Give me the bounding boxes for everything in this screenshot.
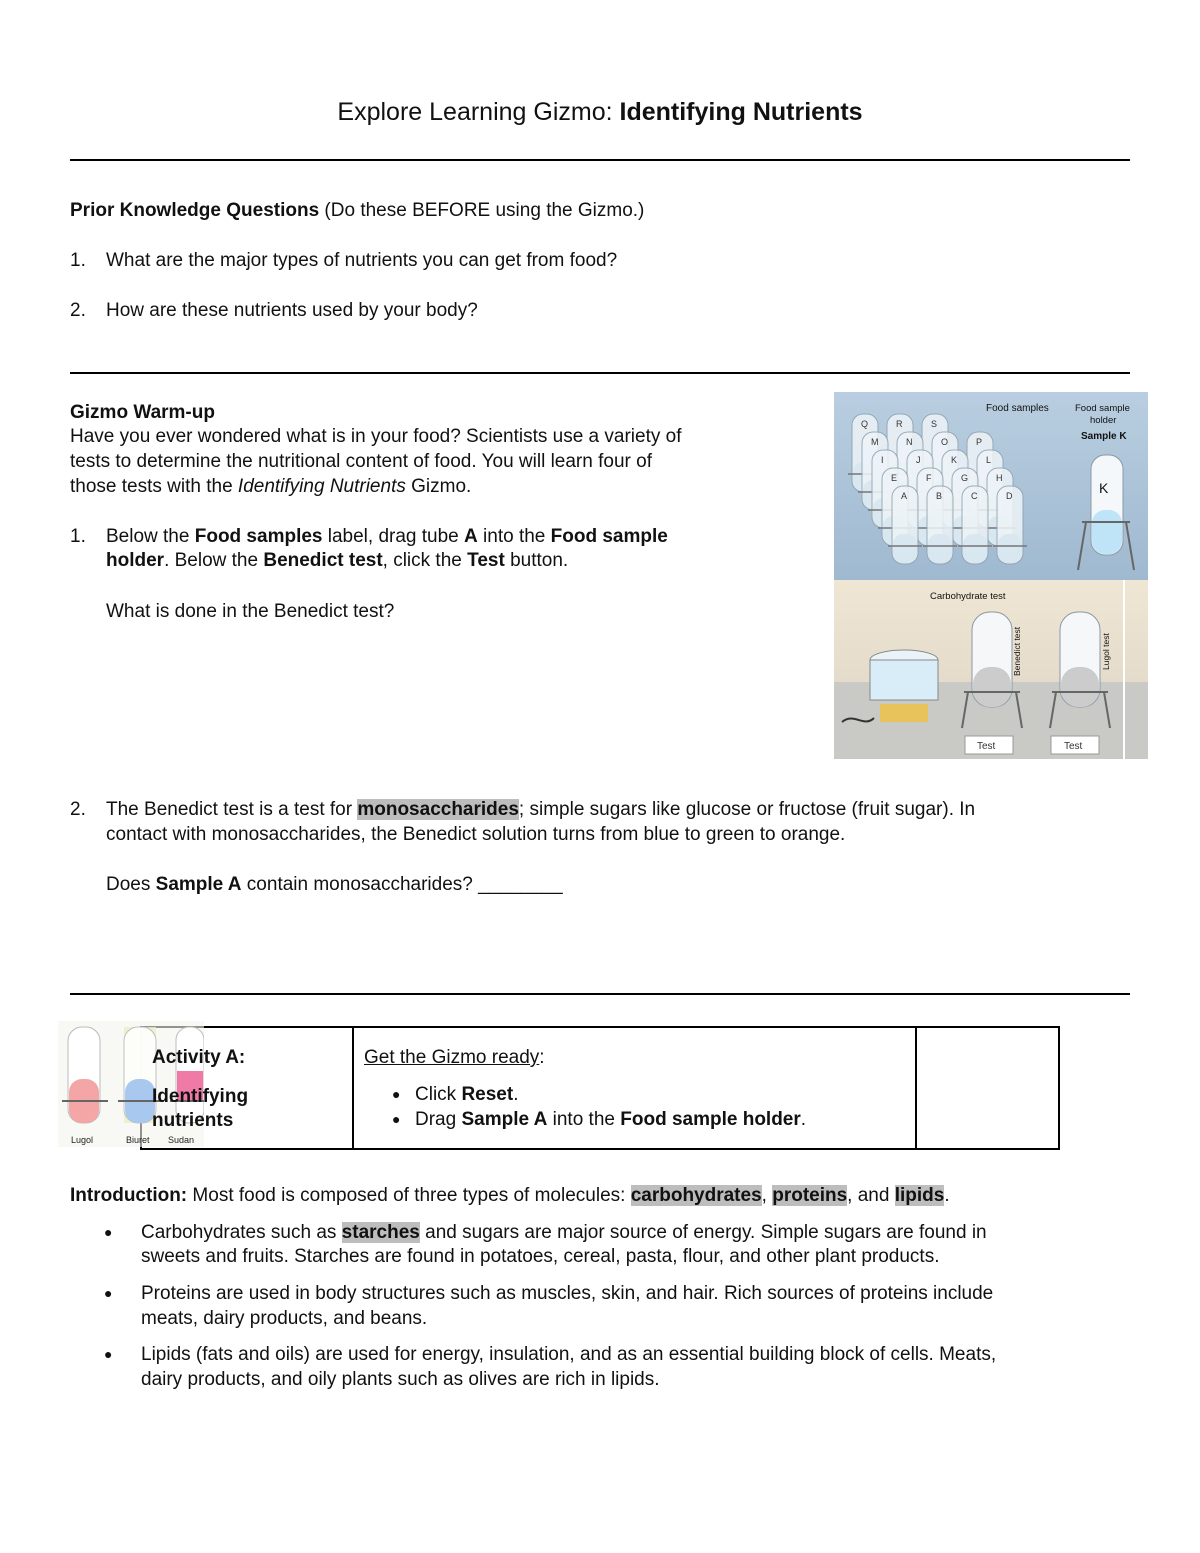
tube-letter: C [971,491,978,501]
activity-step-1 [392,1082,518,1107]
sample-liquid [998,534,1022,563]
bold: Benedict test [263,550,383,571]
text: into the [547,1109,621,1130]
intro-bullet-1 [141,1220,987,1245]
tube-letter: H [996,473,1003,483]
text: contain monosaccharides? ________ [241,874,563,895]
text: Drag [415,1109,462,1130]
text: . [513,1084,519,1105]
warmup-intro-2: tests to determine the nutritional content of food. You will learn four of [70,451,652,472]
warmup-q1-question: What is done in the Benedict test? [106,601,395,622]
gizmo-screenshot [834,392,1148,759]
benedict-vertical-label: Benedict test [1012,626,1022,676]
tube-letter: F [926,473,932,483]
intro-label: Introduction: [70,1185,188,1206]
divider [70,159,1130,161]
intro-bullet-2: Proteins are used in body structures such as muscles, skin, and hair. Rich sources of proteins include [141,1283,994,1304]
tube-letter: E [891,473,898,483]
question-number: 1. [70,250,86,271]
divider [70,993,1130,995]
icon-label-biuret: Biuret [126,1135,150,1145]
text: label, drag tube [322,526,465,547]
warmup-q2-line1 [70,797,975,822]
text: Does [106,874,156,895]
tube-letter: J [916,455,921,465]
bold: holder [106,550,165,571]
question-number: 2. [70,799,86,820]
lugol-icon-tube [68,1027,100,1123]
page-title [0,98,1200,127]
warmup-intro-3 [70,474,471,499]
bullet-icon: ● [104,1224,113,1240]
tube-letter: N [906,437,913,447]
test-button-1-label: Test [977,741,996,752]
colon: : [539,1047,545,1068]
text: The Benedict test is a test for [106,799,358,820]
bold: Reset [461,1084,514,1105]
divider [70,372,1130,374]
get-ready-line [364,1045,545,1070]
tube-letter: R [896,419,903,429]
intro-bullet-3: Lipids (fats and oils) are used for energy, insulation, and as an essential building block of cells. Meats, [141,1344,997,1365]
tube-letter: P [976,437,983,447]
tube-letter: D [1006,491,1013,501]
intro-bullet-1-l2: sweets and fruits. Starches are found in potatoes, cereal, pasta, flour, and other plant products. [141,1246,940,1267]
holder-tube-letter: K [1099,480,1109,496]
bold: Test [467,550,505,571]
icon-label-lugol: Lugol [71,1135,94,1145]
bullet-icon: ● [392,1111,401,1127]
warmup-heading: Gizmo Warm-up [70,402,215,423]
activity-step-2 [392,1107,806,1132]
intro-bullet-3-l2: dairy products, and oily plants such as olives are rich in lipids. [141,1369,660,1390]
sample-liquid [963,534,987,563]
prior-heading: Prior Knowledge Questions [70,200,320,221]
text: Gizmo. [405,476,472,497]
text: , [761,1185,773,1206]
warmup-q2-question [106,872,563,897]
get-ready-label: Get the Gizmo ready [364,1047,540,1068]
icon-label-sudan: Sudan [168,1135,195,1145]
text: into the [477,526,551,547]
warmup-q1-line2 [106,548,568,573]
holder-label-2: holder [1090,415,1117,426]
bullet-icon: ● [392,1086,401,1102]
title-bold: Identifying Nutrients [619,98,863,126]
text: Carbohydrates such as [141,1222,342,1243]
tube-letter: S [931,419,938,429]
sample-liquid [893,534,917,563]
text: Below the [106,526,195,547]
prior-heading-line [70,198,644,223]
text: Click [415,1084,462,1105]
tube-letter: G [961,473,969,483]
text: . [944,1185,950,1206]
tube-letter: Q [861,419,869,429]
activity-title-2: Identifying [152,1086,249,1107]
question-text: What are the major types of nutrients you can get from food? [106,250,618,271]
prior-question-2 [70,298,478,323]
tube-letter: A [901,491,908,501]
question-number: 2. [70,300,86,321]
tube-letter: O [941,437,949,447]
question-text: How are these nutrients used by your body? [106,300,478,321]
prior-question-1 [70,248,617,273]
highlight: proteins [772,1185,848,1206]
intro-bullet-2-l2: meats, dairy products, and beans. [141,1308,428,1329]
bold: Sample A [461,1109,548,1130]
carb-test-label: Carbohydrate test [930,591,1006,602]
tube-letter: I [881,455,884,465]
tube-letter: M [871,437,879,447]
tube-letter: B [936,491,943,501]
gizmo-name: Identifying Nutrients [237,476,406,497]
warmup-intro-1: Have you ever wondered what is in your food? Scientists use a variety of [70,426,682,447]
highlight: starches [341,1222,420,1243]
text: and sugars are major source of energy. Simple sugars are found in [419,1222,987,1243]
text: those tests with the [70,476,238,497]
bold: A [464,526,478,547]
prior-note: (Do these BEFORE using the Gizmo.) [319,200,645,221]
text: , click the [382,550,468,571]
sample-label: Sample K [1081,431,1127,442]
activity-title-3: nutrients [152,1110,234,1131]
bullet-icon: ● [104,1285,113,1301]
sample-liquid [928,534,952,563]
highlight: carbohydrates [630,1185,762,1206]
text: , and [847,1185,895,1206]
activity-empty-cell [916,1027,1059,1149]
text: ; simple sugars like glucose or fructose (fruit sugar). In [518,799,976,820]
text: . [800,1109,807,1130]
warmup-q2-line2: contact with monosaccharides, the Benedict solution turns from blue to green to orange. [106,824,846,845]
bold: Food samples [194,526,323,547]
highlight: monosaccharides [357,799,519,820]
bold: Food sample [550,526,668,547]
lugol-vertical-label: Lugol test [1101,633,1111,670]
activity-title-1: Activity A: [152,1047,246,1068]
text: . Below the [164,550,264,571]
title-prefix: Explore Learning Gizmo: [337,98,620,126]
warmup-q1-line1 [70,524,668,549]
text: Most food is composed of three types of molecules: [187,1185,631,1206]
bold: Food sample holder [620,1109,801,1130]
tube-letter: L [986,455,992,465]
food-samples-label: Food samples [986,403,1049,414]
intro-line [70,1183,950,1208]
holder-label-1: Food sample [1075,403,1130,414]
text: button. [504,550,569,571]
test-button-2-label: Test [1064,741,1083,752]
tube-letter: K [951,455,958,465]
bold: Sample A [155,874,242,895]
bullet-icon: ● [104,1346,113,1362]
question-number: 1. [70,526,86,547]
highlight: lipids [894,1185,945,1206]
